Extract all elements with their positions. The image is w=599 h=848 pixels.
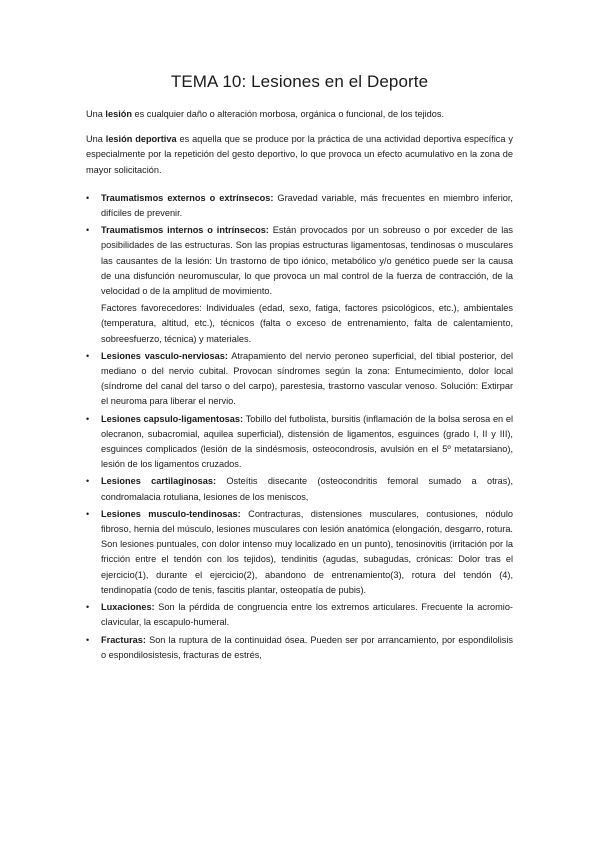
list-item-traumatismos-internos bbox=[86, 223, 513, 347]
list-item-vasculo-nerviosas bbox=[86, 349, 513, 410]
item-heading: Lesiones cartilaginosas: bbox=[101, 476, 217, 487]
bullet-icon: • bbox=[86, 508, 90, 519]
item-heading: Lesiones musculo-tendinosas: bbox=[101, 508, 241, 519]
bullet-icon: • bbox=[86, 634, 90, 645]
list-item-fracturas bbox=[86, 633, 513, 663]
bullet-icon: • bbox=[86, 476, 90, 487]
item-text: Contracturas, distensiones musculares, contusiones, nódulo fibroso, hernia del músculo, lesiones musculares con lesión anatómica (elongación, desgarro, rotura. Son lesiones puntuales, con dolor intenso muy localizado en un punto), tenosinovitis (irritación por la fricción entre el tendón con los tejidos), tendinitis (agudas, subagudas, crónicas: Dolor tras el ejercicio(1), durante el ejercicio(2), abandono de entrenamiento(3), rotura del tendón (4), tendinopatía (codo de tenis, fascitis plantar, osteopatía de pubis). bbox=[101, 508, 513, 595]
item-text: Tobillo del futbolista, bursitis (inflamación de la bolsa serosa en el olecranon, subacromial, aquilea superficial), distensión de ligamentos, esguinces (grado I, II y III), esguinces complicados (lesión de la sindésmosis, osteocondrosis, avulsión en el 5º metatarsiano), lesión de los ligamentos cruzados. bbox=[101, 413, 513, 470]
bullet-icon: • bbox=[86, 192, 90, 203]
item-heading: Lesiones capsulo-ligamentosas: bbox=[101, 413, 244, 424]
lesion-types-list bbox=[86, 191, 513, 663]
item-factores-favorecedores: Factores favorecedores: Individuales (edad, sexo, fatiga, factores psicológicos, etc.), ambientales (temperatura, altitud, etc.), técnicos (falta o exceso de entrenamiento, falta de calentamiento, sobreesfuerzo, técnica) y materiales. bbox=[101, 303, 513, 344]
bullet-icon: • bbox=[86, 413, 90, 424]
item-heading: Traumatismos internos o intrínsecos: bbox=[101, 225, 269, 236]
bullet-icon: • bbox=[86, 350, 90, 361]
item-text: Atrapamiento del nervio peroneo superficial, del tibial posterior, del mediano o del nervio cubital. Provocan síndromes según la zona: Entumecimiento, dolor local (síndrome del canal del tarso o del carpo), parestesia, trastorno vascular venoso. Solución: Extirpar el neuroma para liberar el nervio. bbox=[101, 350, 513, 407]
page-title: TEMA 10: Lesiones en el Deporte bbox=[170, 72, 429, 91]
definition-lesion-term: lesión bbox=[105, 109, 132, 119]
list-item-capsulo-ligamentosas bbox=[86, 412, 513, 473]
list-item-luxaciones bbox=[86, 600, 513, 630]
bullet-icon: • bbox=[86, 225, 90, 236]
definition-lesion-deportiva-pre: Una bbox=[86, 134, 106, 145]
definition-lesion-deportiva-text: es aquella que se produce por la práctica de una actividad deportiva específica y especialmente por la repetición del gesto deportivo, lo que provoca un efecto acumulativo en la zona de mayor solicitación. bbox=[86, 134, 513, 175]
item-text: Osteítis disecante (osteocondritis femoral sumado a otras), condromalacia rotuliana, lesiones de los meniscos, bbox=[101, 476, 513, 502]
definition-lesion-pre: Una bbox=[86, 109, 106, 119]
bullet-icon: • bbox=[86, 602, 90, 613]
definition-lesion-text: es cualquier daño o alteración morbosa, orgánica o funcional, de los tejidos. bbox=[131, 109, 445, 119]
definition-lesion-deportiva bbox=[86, 132, 513, 178]
item-text: Son la pérdida de congruencia entre los extremos articulares. Frecuente la acromio-clavicular, la escapulo-humeral. bbox=[101, 602, 513, 628]
document-body bbox=[86, 107, 513, 665]
item-text: Están provocados por un sobreuso o por exceder de las posibilidades de las estructuras. Son las propias estructuras ligamentosas, tendinosas o musculares las causantes de la lesión: Un trastorno de tipo iónico, metabólico y/o genético puede ser la causa de una disfunción neuromuscular, lo que provoca un mal control de la fuerza de contracción, de la velocidad o de la amplitud de movimiento. bbox=[101, 225, 513, 297]
list-item-traumatismos-externos bbox=[86, 191, 513, 221]
item-heading: Fracturas: bbox=[101, 634, 146, 645]
definition-lesion-deportiva-term: lesión deportiva bbox=[105, 134, 177, 145]
list-item-cartilaginosas bbox=[86, 474, 513, 504]
item-heading: Lesiones vasculo-nerviosas: bbox=[101, 350, 228, 361]
list-item-musculo-tendinosas bbox=[86, 507, 513, 598]
definition-lesion bbox=[86, 107, 513, 122]
item-heading: Luxaciones: bbox=[101, 602, 155, 613]
item-text: Gravedad variable, más frecuentes en miembro inferior, difíciles de prevenir. bbox=[101, 192, 513, 219]
item-heading: Traumatismos externos o extrínsecos: bbox=[101, 192, 274, 203]
item-text: Son la ruptura de la continuidad ósea. Pueden ser por arrancamiento, por espondilolisis o espondilosistesis, fracturas de estrés, bbox=[101, 634, 513, 660]
